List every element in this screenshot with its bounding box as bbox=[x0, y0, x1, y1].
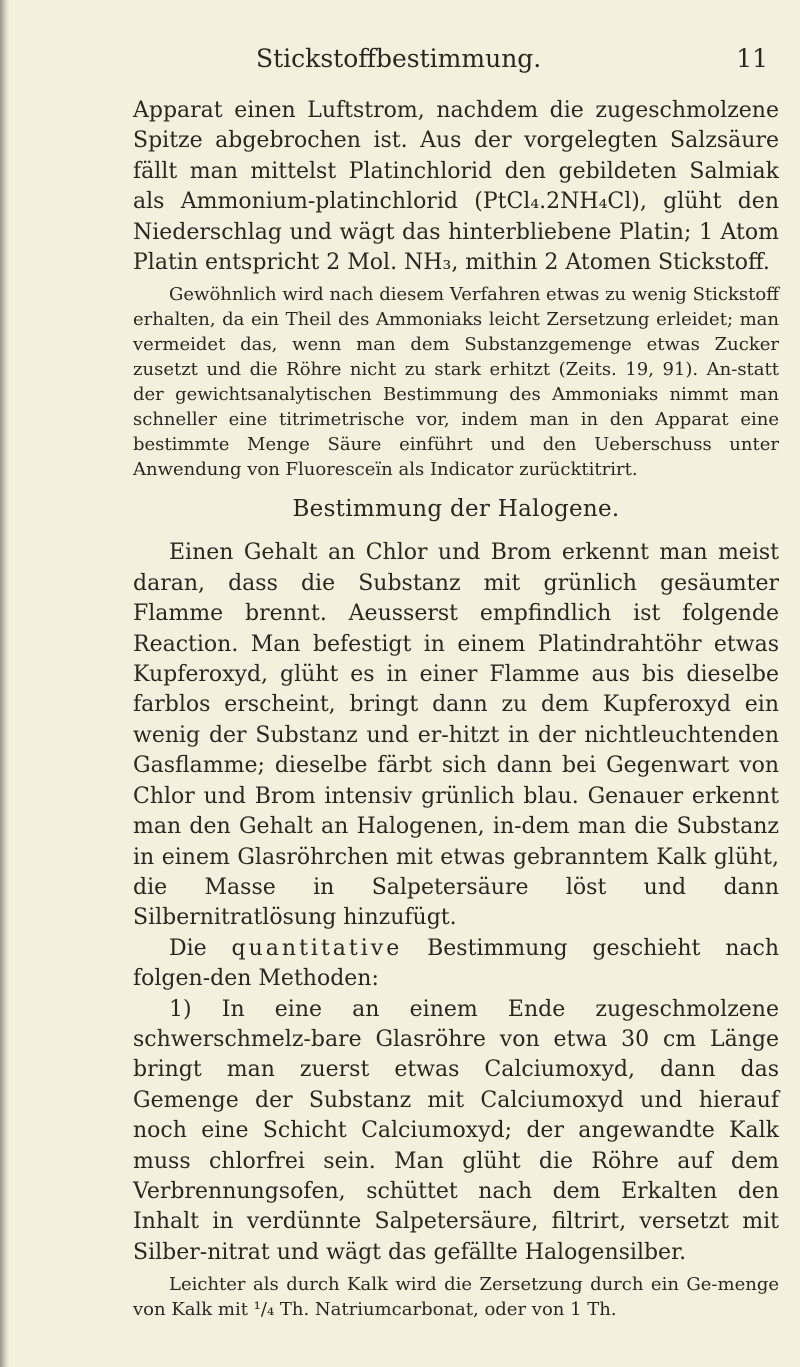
running-head bbox=[120, 44, 768, 78]
binding-shadow bbox=[0, 0, 9, 1367]
page-content bbox=[133, 96, 779, 1322]
quantitative-suffix: Bestimmung geschieht nach folgen-den Methoden: bbox=[133, 935, 780, 992]
paragraph-quantitative-intro bbox=[133, 934, 779, 995]
quantitative-prefix: Die bbox=[169, 935, 232, 961]
section-heading-halogens: Bestimmung der Halogene. bbox=[292, 496, 620, 523]
quantitative-emphasis: quantitative bbox=[231, 935, 403, 961]
paragraph-method-one: 1) In eine an einem Ende zugeschmolzene schwerschmelz-bare Glasröhre von etwa 30 cm Länge bringt man zuerst etwas Calciumoxyd, dann das Gemenge der Substanz mit Calciumoxyd und hierauf noch eine Schicht Calciumoxyd; der angewandte Kalk muss chlorfrei sein. Man glüht die Röhre auf dem Verbrennungsofen, schüttet nach dem Erkalten den Inhalt in verdünnte Salpetersäure, filtrirt, versetzt mit Silber-nitrat und wägt das gefällte Halogensilber. bbox=[133, 996, 779, 1265]
note-nitrogen-loss: Gewöhnlich wird nach diesem Verfahren etwas zu wenig Stickstoff erhalten, da ein Theil des Ammoniaks leicht Zersetzung erleidet; man vermeidet das, wenn man dem Substanzgemenge etwas Zucker zusetzt und die Röhre nicht zu stark erhitzt (Zeits. 19, 91). An-statt der gewichtsanalytischen Bestimmung des Ammoniaks nimmt man schneller eine titrimetrische vor, indem man in den Apparat eine bestimmte Menge Säure einführt und den Ueberschuss unter Anwendung von Fluoresceïn als Indicator zurücktitrirt. bbox=[133, 284, 779, 481]
page-number: 11 bbox=[736, 44, 768, 73]
paragraph-platinum-method: Apparat einen Luftstrom, nachdem die zugeschmolzene Spitze abgebrochen ist. Aus der vorgelegten Salzsäure fällt man mittelst Platinchlorid den gebildeten Salmiak als Ammonium-platinchlorid (PtCl₄.2NH₄Cl), glüht den Niederschlag und wägt das hinterbliebene Platin; 1 Atom Platin entspricht 2 Mol. NH₃, mithin 2 Atomen Stickstoff. bbox=[133, 98, 779, 276]
paragraph-halogen-detection: Einen Gehalt an Chlor und Brom erkennt man meist daran, dass die Substanz mit grünlich gesäumter Flamme brennt. Aeusserst empfindlich ist folgende Reaction. Man befestigt in einem Platindrahtöhr etwas Kupferoxyd, glüht es in einer Flamme aus bis dieselbe farblos erscheint, bringt dann zu dem Kupferoxyd ein wenig der Substanz und er-hitzt in der nichtleuchtenden Gasflamme; dieselbe färbt sich dann bei Gegenwart von Chlor und Brom intensiv grünlich blau. Genauer erkennt man den Gehalt an Halogenen, in-dem man die Substanz in einem Glasröhrchen mit etwas gebranntem Kalk glüht, die Masse in Salpetersäure löst und dann Silbernitratlösung hinzufügt. bbox=[133, 540, 779, 931]
note-sodium-carbonate: Leichter als durch Kalk wird die Zersetzung durch ein Ge-menge von Kalk mit ¹/₄ Th. Natriumcarbonat, oder von 1 Th. bbox=[133, 1274, 779, 1321]
running-title: Stickstoffbestimmung. bbox=[256, 44, 542, 73]
